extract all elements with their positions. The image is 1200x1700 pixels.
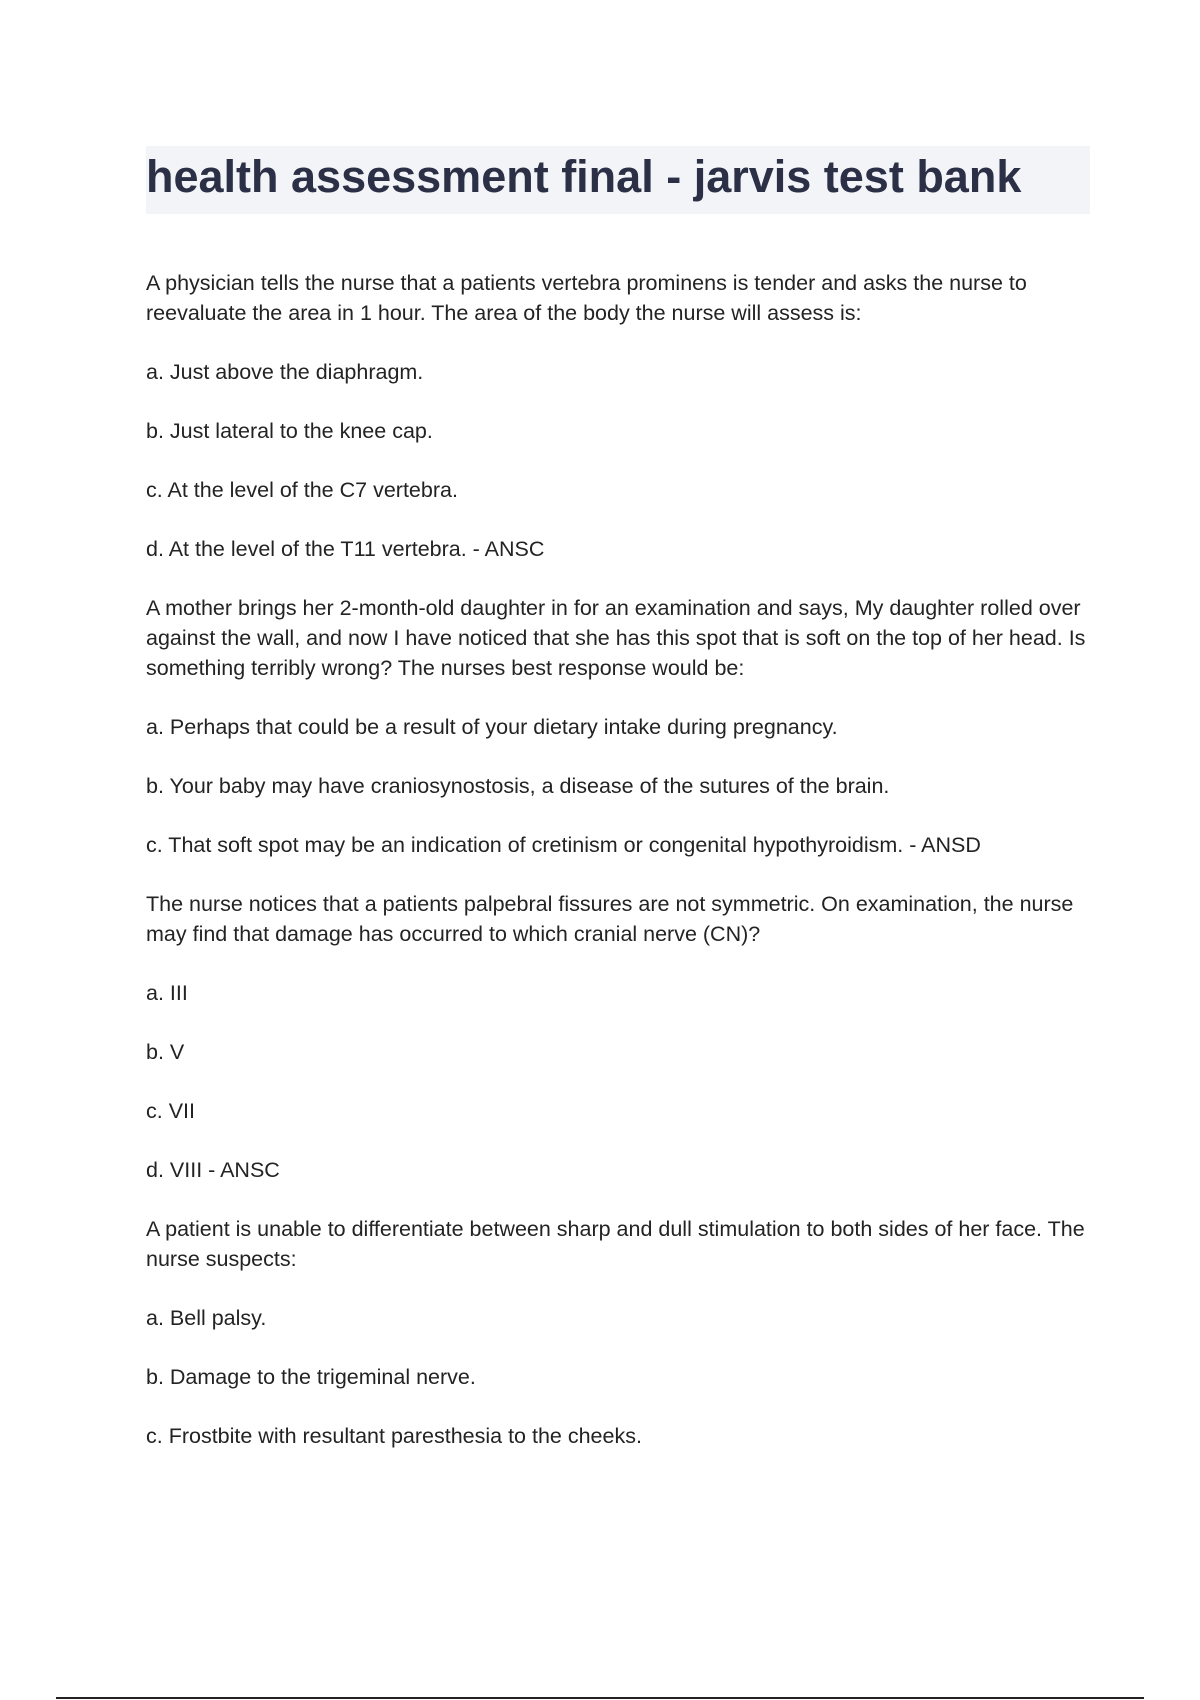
question-2-option-c: c. That soft spot may be an indication of cretinism or congenital hypothyroidism. - ANSD (146, 833, 981, 857)
question-3-option-a: a. III (146, 981, 188, 1005)
question-4-option-a: a. Bell palsy. (146, 1306, 267, 1330)
question-3-option-b: b. V (146, 1040, 185, 1064)
document-body (146, 268, 1090, 1480)
question-1-stem: A physician tells the nurse that a patients vertebra prominens is tender and asks the nurse to reevaluate the area in 1 hour. The area of the body the nurse will assess is: (146, 271, 1027, 325)
question-3-option-c: c. VII (146, 1099, 195, 1123)
document-title: health assessment final - jarvis test bank (146, 151, 1022, 202)
question-4-option-c: c. Frostbite with resultant paresthesia to the cheeks. (146, 1424, 642, 1448)
question-1-option-d: d. At the level of the T11 vertebra. - ANSC (146, 537, 545, 561)
question-4-stem: A patient is unable to differentiate between sharp and dull stimulation to both sides of her face. The nurse suspects: (146, 1217, 1085, 1271)
question-1-option-b: b. Just lateral to the knee cap. (146, 419, 433, 443)
footer-divider (56, 1697, 1144, 1699)
question-4-option-b: b. Damage to the trigeminal nerve. (146, 1365, 476, 1389)
question-2-option-a: a. Perhaps that could be a result of your dietary intake during pregnancy. (146, 715, 838, 739)
question-1-option-c: c. At the level of the C7 vertebra. (146, 478, 458, 502)
question-3-option-d: d. VIII - ANSC (146, 1158, 280, 1182)
question-2-option-b: b. Your baby may have craniosynostosis, a disease of the sutures of the brain. (146, 774, 890, 798)
question-3-stem: The nurse notices that a patients palpebral fissures are not symmetric. On examination, the nurse may find that damage has occurred to which cranial nerve (CN)? (146, 892, 1074, 946)
question-2-stem: A mother brings her 2-month-old daughter in for an examination and says, My daughter rolled over against the wall, and now I have noticed that she has this spot that is soft on the top of her head. Is something terribly wrong? The nurses best response would be: (146, 596, 1086, 680)
question-1-option-a: a. Just above the diaphragm. (146, 360, 424, 384)
